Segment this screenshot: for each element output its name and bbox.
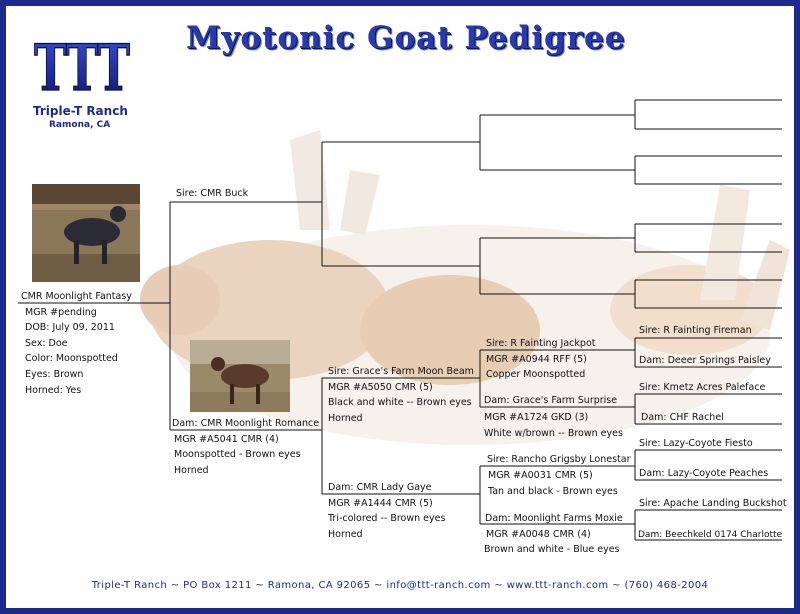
subject-sex: Sex: Doe (25, 338, 68, 349)
dam-sire-label: Sire: Grace's Farm Moon Beam (328, 366, 474, 377)
dsg-dam-label: Dam: Grace's Farm Surprise (484, 395, 618, 406)
dam-dam-label: Dam: CMR Lady Gaye (328, 482, 432, 493)
subject-name: CMR Moonlight Fantasy (21, 291, 132, 302)
dsg-sire-desc: Copper Moonspotted (486, 369, 586, 380)
subject-horned: Horned: Yes (25, 385, 82, 396)
dam-mgr: MGR #A5041 CMR (4) (174, 434, 279, 445)
subject-color: Color: Moonspotted (25, 353, 118, 364)
ddg-dam-mgr: MGR #A0048 CMR (4) (486, 529, 591, 540)
ranch-location: Ramona, CA (49, 120, 111, 130)
subject-eyes: Eyes: Brown (25, 369, 84, 380)
dsg-dam-mgr: MGR #A1724 GKD (3) (484, 412, 589, 423)
footer-contact: Triple-T Ranch ~ PO Box 1211 ~ Ramona, CA 92065 ~ info@ttt-ranch.com ~ www.ttt-ranch.com ~ (760) 468-2004 (91, 580, 709, 591)
dam-dam-desc: Tri-colored -- Brown eyes (328, 513, 446, 524)
dam-label: Dam: CMR Moonlight Romance (172, 418, 320, 429)
ddg-sire-label: Sire: Rancho Grigsby Lonestar (487, 454, 631, 465)
gg-label: Sire: Lazy-Coyote Fiesto (639, 438, 753, 449)
gg-label: Dam: Lazy-Coyote Peaches (639, 468, 769, 479)
sire-label: Sire: CMR Buck (176, 188, 249, 199)
dam-dam-mgr: MGR #A1444 CMR (5) (328, 498, 433, 509)
gg-label: Sire: R Fainting Fireman (639, 325, 752, 336)
ranch-name: Triple-T Ranch (33, 104, 128, 118)
dam-sire-desc: Black and white -- Brown eyes (328, 397, 472, 408)
gg-label: Sire: Apache Landing Buckshot (639, 498, 787, 509)
gg-label: Dam: Beechkeld 0174 Charlotte (638, 530, 783, 540)
subject-dob: DOB: July 09, 2011 (25, 322, 115, 333)
ddg-sire-desc: Tan and black - Brown eyes (488, 486, 618, 497)
dsg-sire-label: Sire: R Fainting Jackpot (486, 338, 596, 349)
ddg-sire-mgr: MGR #A0031 CMR (5) (488, 470, 593, 481)
dsg-sire-mgr: MGR #A0944 RFF (5) (486, 354, 587, 365)
ddg-dam-desc: Brown and white - Blue eyes (484, 544, 620, 555)
dsg-dam-desc: White w/brown -- Brown eyes (484, 428, 623, 439)
gg-label: Dam: CHF Rachel (641, 412, 724, 423)
gg-label: Sire: Kmetz Acres Paleface (639, 382, 766, 393)
dam-sire-mgr: MGR #A5050 CMR (5) (328, 382, 433, 393)
subject-mgr: MGR #pending (25, 307, 97, 318)
logo-text: TTT (34, 31, 130, 106)
page-title: Myotonic Goat Pedigree (186, 20, 626, 56)
dam-desc: Moonspotted - Brown eyes (174, 449, 301, 460)
dam-dam-horned: Horned (328, 529, 363, 540)
ddg-dam-label: Dam: Moonlight Farms Moxie (485, 513, 623, 524)
gg-label: Dam: Deeer Springs Paisley (639, 355, 771, 366)
dam-sire-horned: Horned (328, 413, 363, 424)
dam-horned: Horned (174, 465, 209, 476)
